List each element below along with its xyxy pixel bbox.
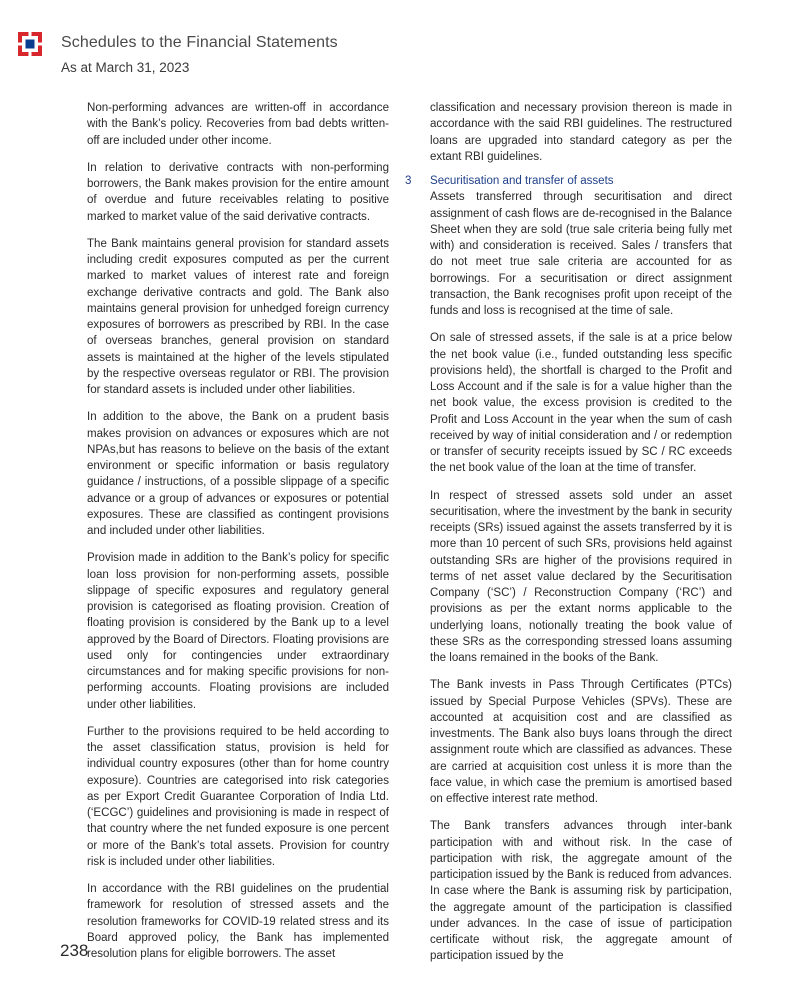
paragraph: Non-performing advances are written-off in accordance with the Bank’s policy. Recoveries from bad debts written-off are included under other income. (87, 102, 389, 147)
paragraph: The Bank transfers advances through inter-bank participation with and without risk. In the case of participation with risk, the aggregate amount of the participation issued by the Bank is reduced from advances. In case where the Bank is assuming risk by participation, the aggregate amount of the participation is classified under advances. In the case of issue of participation certificate without risk, the aggregate amount of participation issued by the (430, 820, 732, 963)
paragraph: Provision made in addition to the Bank’s policy for specific loan loss provision for non-performing assets, possible slippage of specific exposures and regulatory general provision is categorised as floating provision. Creation of floating provision is considered by the Bank up to a level approved by the Board of Directors. Floating provisions are used only for contingencies under extraordinary circumstances and for making specific provisions for non-performing accounts. Floating provisions are included under other liabilities. (87, 552, 389, 711)
paragraph: On sale of stressed assets, if the sale is at a price below the net book value (i.e., funded outstanding less specific provisions held), the shortfall is charged to the Profit and Loss Account and if the sale is for a value higher than the net book value, the excess provision is credited to the Profit and Loss Account in the year when the sum of cash received by way of initial consideration and / or redemption or transfer of security receipts issued by SC / RC exceeds the net book value of the loan at the time of transfer. (430, 332, 732, 475)
paragraph: Assets transferred through securitisation and direct assignment of cash flows are de-recognised in the Balance Sheet when they are sold (true sale criteria being fully met with) and consideration is received. Sales / transfers that do not meet true sale criteria are accounted for as borrowings. For a securitisation or direct assignment transaction, the Bank recognises profit upon receipt of the funds and loss is recognised at the time of sale. (430, 191, 732, 317)
paragraph: In addition to the above, the Bank on a prudent basis makes provision on advances or exposures which are not NPAs,but has reasons to believe on the basis of the extant environment or specific information or basis regulatory guidance / instructions, of a possible slippage of a specific advance or a group of advances or exposures or potential exposures. These are classified as contingent provisions and included under other liabilities. (87, 411, 389, 537)
paragraph: In relation to derivative contracts with non-performing borrowers, the Bank makes provision for the entire amount of overdue and future receivables relating to positive marked to market value of the said derivative contracts. (87, 161, 389, 223)
paragraph: classification and necessary provision thereon is made in accordance with the said RBI guidelines. The restructured loans are upgraded into standard category as per the extant RBI guidelines. (430, 102, 732, 163)
page-number: 238 (60, 941, 89, 960)
paragraph: In accordance with the RBI guidelines on the prudential framework for resolution of stressed assets and the resolution frameworks for COVID-19 related stress and its Board approved policy, the Bank has implemented resolution plans for eligible borrowers. The asset (87, 883, 389, 960)
bank-logo-icon (18, 32, 42, 56)
paragraph: The Bank invests in Pass Through Certificates (PTCs) issued by Special Purpose Vehicles (SPVs). These are accounted at acquisition cost and are classified as investments. The Bank also buys loans through the direct assignment route which are classified as advances. These are carried at acquisition cost unless it is more than the face value, in which case the premium is amortised based on effective interest rate method. (430, 679, 732, 805)
section-heading (405, 173, 732, 189)
paragraph: The Bank maintains general provision for standard assets including credit exposures computed as per the current marked to market values of interest rate and foreign exchange derivative contracts and gold. The Bank also maintains general provision for unhedged foreign currency exposures of borrowers as prescribed by RBI. In the case of overseas branches, general provision on standard assets is maintained at the higher of the levels stipulated by the respective overseas regulator or RBI. The provision for standard assets is included under other liabilities. (87, 237, 389, 396)
section-number: 3 (405, 175, 412, 187)
paragraph: Further to the provisions required to be held according to the asset classification status, provision is held for individual country exposures (other than for home country exposure). Countries are categorised into risk categories as per Export Credit Guarantee Corporation of India Ltd. (‘ECGC’) guidelines and provisioning is made in respect of that country where the net funded exposure is one percent or more of the Bank’s total assets. Provision for country risk is included under other liabilities. (87, 725, 389, 868)
page-title: Schedules to the Financial Statements (61, 34, 338, 51)
paragraph: In respect of stressed assets sold under an asset securitisation, where the investment by the bank in security receipts (SRs) issued against the assets transferred by it is more than 10 percent of such SRs, provisions held against outstanding SRs are higher of the provisions required in terms of net asset value declared by the Securitisation Company (‘SC’) / Reconstruction Company (‘RC’) and provisions as per the extant norms applicable to the underlying loans, notionally treating the book value of these SRs as the corresponding stressed loans assuming the loans remained in the books of the Bank. (430, 489, 732, 664)
page-subtitle: As at March 31, 2023 (61, 60, 190, 75)
left-column (87, 100, 389, 973)
right-column (405, 100, 732, 976)
section-title: Securitisation and transfer of assets (430, 175, 614, 187)
